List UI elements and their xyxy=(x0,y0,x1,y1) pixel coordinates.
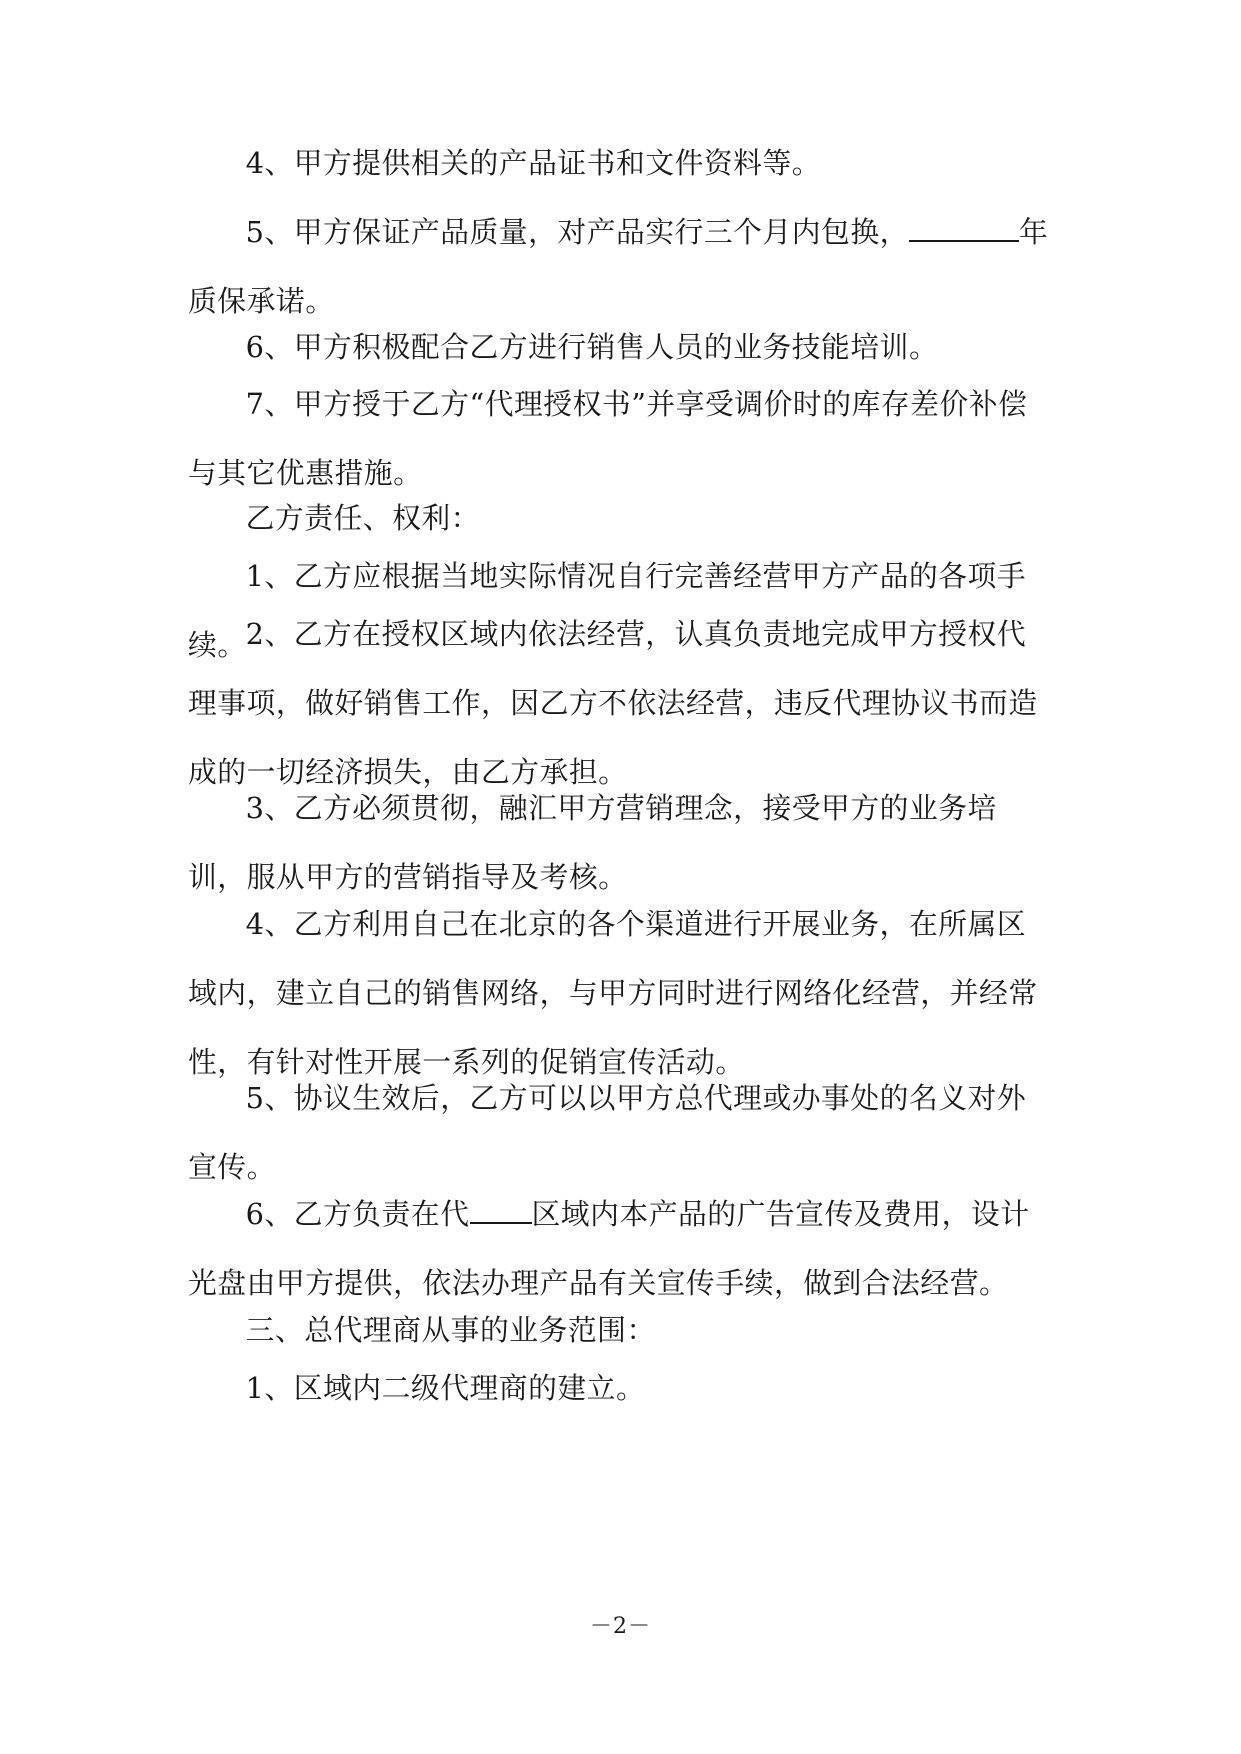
paragraph-marketing-philosophy: 3、乙方必须贯彻，融汇甲方营销理念，接受甲方的业务培训，服从甲方的营销指导及考核。 xyxy=(188,791,997,894)
paragraph-text-after-blank: 区域内本产品的广告宣传及费用，设计光盘由甲方提供，依法办理产品有关宣传手续，做到合法经营。 xyxy=(188,1197,1030,1300)
paragraph-text-before-blank: 6、乙方负责在代 xyxy=(245,1197,470,1231)
paragraph-product-certificates: 4、甲方提供相关的产品证书和文件资料等。 xyxy=(245,146,822,180)
paragraph-lawful-operation: 2、乙方在授权区域内依法经营，认真负责地完成甲方授权代理事项，做好销售工作，因乙方不依法经营，违反代理协议书而造成的一切经济损失，由乙方承担。 xyxy=(188,617,1038,789)
fill-in-blank-region xyxy=(470,1192,532,1224)
paragraph-local-procedures: 1、乙方应根据当地实际情况自行完善经营甲方产品的各项手续。 xyxy=(188,559,1027,662)
paragraph-text-before-blank: 5、甲方保证产品质量，对产品实行三个月内包换， xyxy=(245,215,909,249)
paragraph-authorization-letter: 7、甲方授于乙方“代理授权书”并享受调价时的库存差价补偿与其它优惠措施。 xyxy=(188,387,1028,490)
paragraph-sales-network: 4、乙方利用自己在北京的各个渠道进行开展业务，在所属区域内，建立自己的销售网络，与甲方同时进行网络化经营，并经常性，有针对性开展一系列的促销宣传活动。 xyxy=(188,907,1038,1079)
paragraph-sales-training: 6、甲方积极配合乙方进行销售人员的业务技能培训。 xyxy=(245,330,939,364)
page-number: －2－ xyxy=(590,1614,651,1639)
paragraph-text-after-blank: 年质保承诺。 xyxy=(188,215,1049,318)
section-heading-party-b-duties: 乙方责任、权利： xyxy=(245,501,480,535)
fill-in-blank-warranty-years xyxy=(909,210,1019,242)
paragraph-secondary-agents: 1、区域内二级代理商的建立。 xyxy=(245,1371,646,1405)
section-heading-business-scope: 三、总代理商从事的业务范围： xyxy=(245,1313,656,1347)
paragraph-agent-publicity: 5、协议生效后，乙方可以以甲方总代理或办事处的名义对外宣传。 xyxy=(188,1081,1027,1184)
